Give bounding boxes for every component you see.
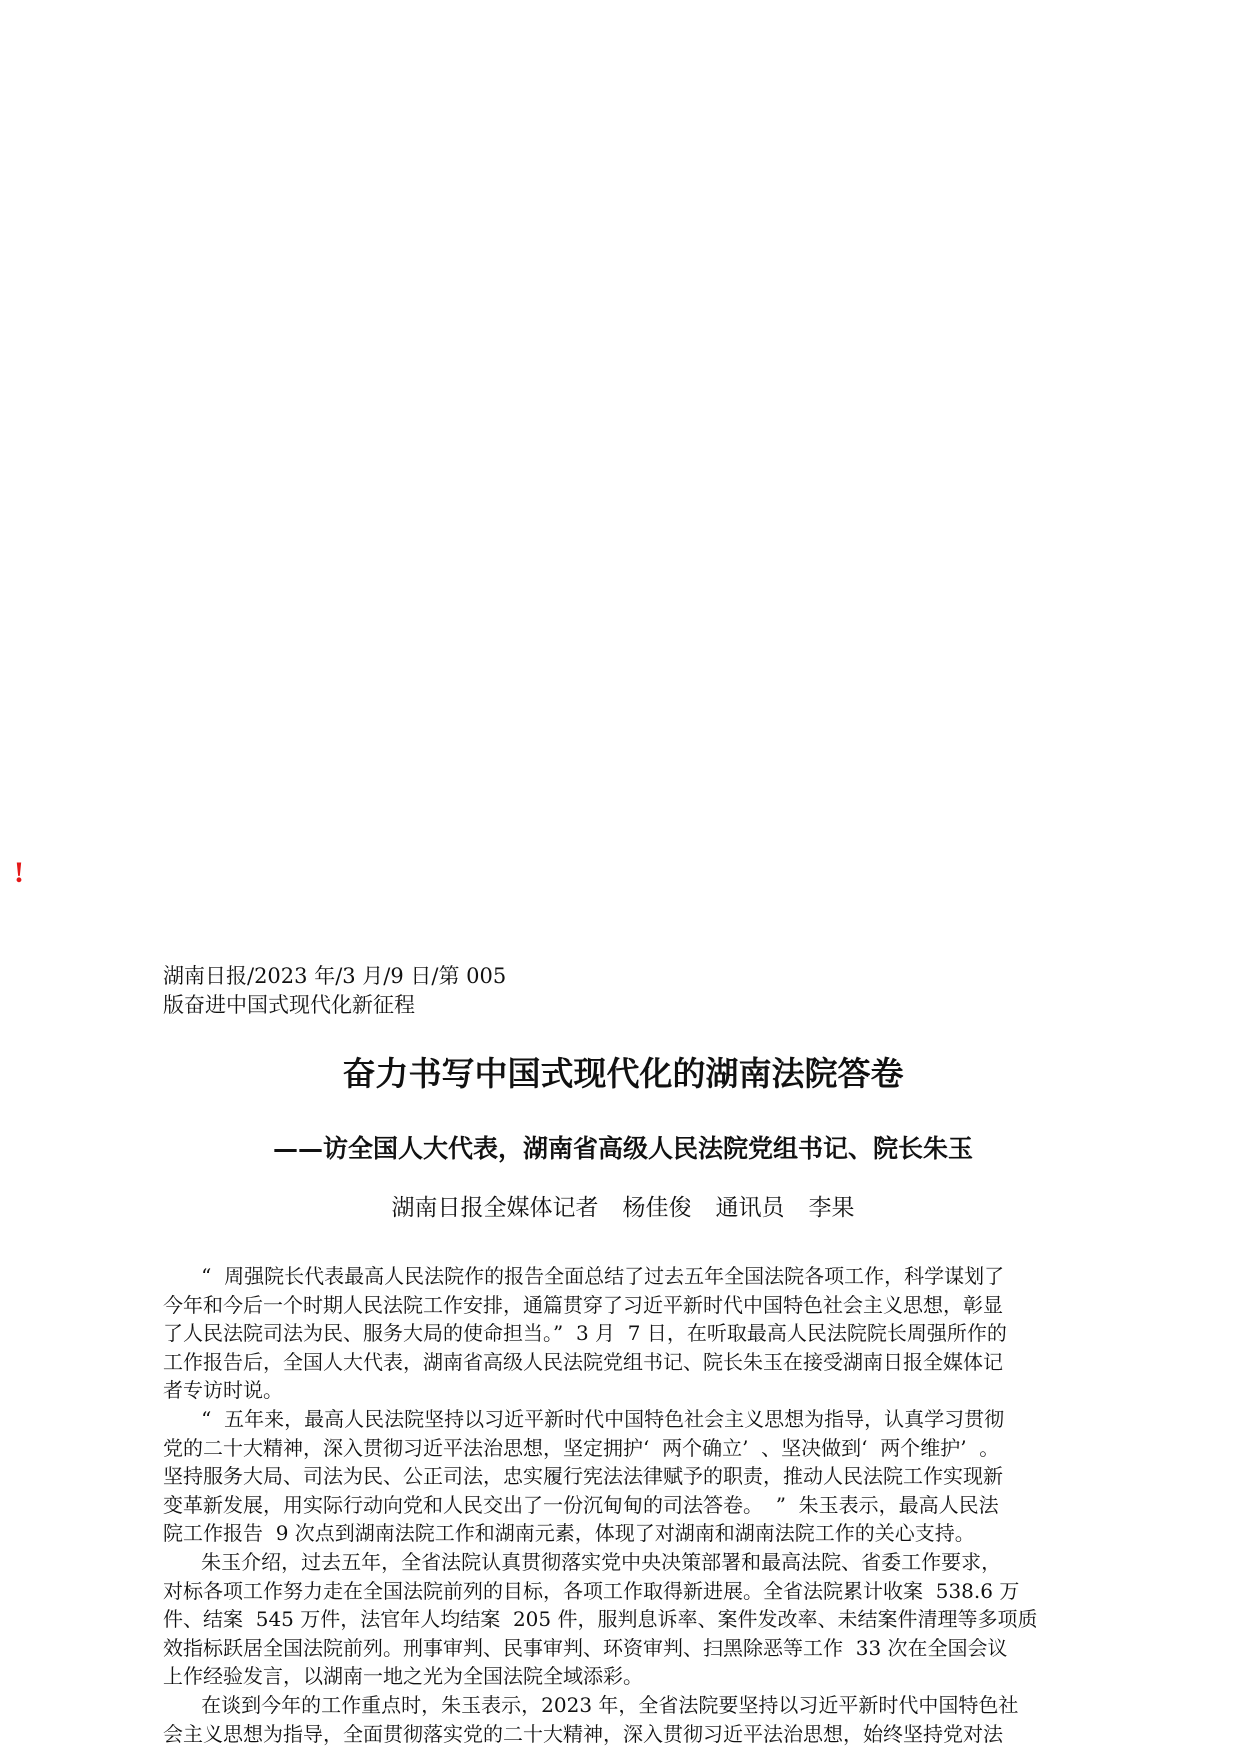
- body-line: 效指标跃居全国法院前列。刑事审判、民事审判、环资审判、扫黑除恶等工作 33 次在全国会议: [163, 1635, 1008, 1660]
- body-line: 件、结案 545 万件，法官年人均结案 205 件，服判息诉率、案件发改率、未结案件清理等多项质: [163, 1607, 1038, 1632]
- body-line: 了人民法院司法为民、服务大局的使命担当。” 3 月 7 日，在听取最高人民法院院长周强所作的: [163, 1321, 1007, 1346]
- article-title: 奋力书写中国式现代化的湖南法院答卷: [342, 1054, 904, 1093]
- source-info: [163, 962, 1083, 1020]
- body-line: 会主义思想为指导，全面贯彻落实党的二十大精神，深入贯彻习近平法治思想，始终坚持党对法: [163, 1721, 1003, 1746]
- source-line-1: 湖南日报/2023 年/3 月/9 日/第 005: [163, 964, 507, 988]
- byline-outlet: 湖南日报全媒体记者: [391, 1195, 599, 1221]
- body-line: “ 周强院长代表最高人民法院作的报告全面总结了过去五年全国法院各项工作，科学谋划了: [163, 1264, 1005, 1288]
- body-line: 在谈到今年的工作重点时，朱玉表示，2023 年，全省法院要坚持以习近平新时代中国特色社: [163, 1692, 1019, 1717]
- byline-role: 通讯员: [715, 1195, 785, 1221]
- body-line: 者专访时说。: [163, 1378, 283, 1403]
- body-line: “ 五年来，最高人民法院坚持以习近平新时代中国特色社会主义思想为指导，认真学习贯彻: [163, 1406, 1005, 1431]
- body-line: 工作报告后，全国人大代表，湖南省高级人民法院党组书记、院长朱玉在接受湖南日报全媒体记: [163, 1349, 1003, 1374]
- article-body: [163, 1262, 1083, 1748]
- body-line: 变革新发展，用实际行动向党和人民交出了一份沉甸甸的司法答卷。 ” 朱玉表示，最高人民法: [163, 1492, 999, 1517]
- byline: [163, 1192, 1083, 1224]
- body-line: 院工作报告 9 次点到湖南法院工作和湖南元素，体现了对湖南和湖南法院工作的关心支持。: [163, 1521, 975, 1546]
- source-line-2: 版奋进中国式现代化新征程: [163, 993, 415, 1017]
- byline-reporter: 杨佳俊: [622, 1195, 692, 1221]
- body-line: 对标各项工作努力走在全国法院前列的目标，各项工作取得新进展。全省法院累计收案 538.6 万: [163, 1578, 1020, 1603]
- byline-correspondent: 李果: [808, 1195, 855, 1221]
- article-subtitle: ——访全国人大代表，湖南省高级人民法院党组书记、院长朱玉: [272, 1134, 973, 1163]
- body-line: 上作经验发言，以湖南一地之光为全国法院全域添彩。: [163, 1664, 643, 1689]
- body-line: 朱玉介绍，过去五年，全省法院认真贯彻落实党中央决策部署和最高法院、省委工作要求，: [163, 1549, 1002, 1574]
- body-line: 今年和今后一个时期人民法院工作安排，通篇贯穿了习近平新时代中国特色社会主义思想，彰显: [163, 1292, 1003, 1317]
- body-line: 坚持服务大局、司法为民、公正司法，忠实履行宪法法律赋予的职责，推动人民法院工作实现新: [163, 1464, 1003, 1489]
- body-line: 党的二十大精神，深入贯彻习近平法治思想，坚定拥护‘ 两个确立’ 、坚决做到‘ 两个维护’ 。: [163, 1435, 1000, 1460]
- margin-exclamation-mark: !: [14, 856, 24, 889]
